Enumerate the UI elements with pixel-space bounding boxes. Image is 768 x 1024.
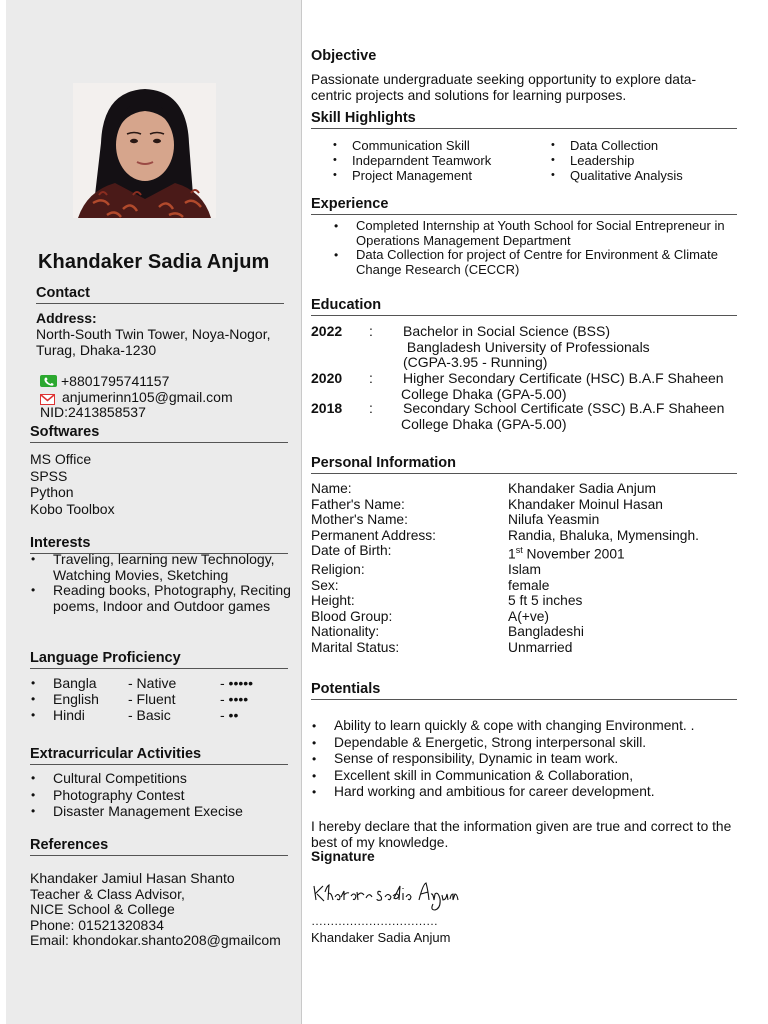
language-row (30, 675, 292, 691)
personal-info-row (311, 512, 699, 528)
personal-info-row (311, 609, 699, 625)
potential-item: • Ability to learn quickly & cope with changing Environment. . (311, 718, 738, 735)
skill-item: • Indeparndent Teamwork (333, 153, 551, 168)
interests-heading: Interests (30, 535, 288, 554)
phone-number[interactable]: +8801795741157 (61, 373, 170, 389)
objective-text: Passionate undergraduate seeking opportunity to explore data-centric projects and solutions for learning purposes. (311, 72, 697, 103)
info-value: female (508, 577, 550, 593)
info-key: Blood Group: (311, 608, 393, 624)
references-heading: References (30, 837, 288, 856)
education-detail (403, 401, 748, 432)
language-name: • English (53, 691, 99, 707)
skill-item: • Communication Skill (333, 138, 551, 153)
contact-heading: Contact (36, 285, 284, 304)
reference-email[interactable]: Email: khondokar.shanto208@gmailcom (30, 932, 281, 948)
objective-heading: Objective (311, 48, 377, 64)
info-value: Randia, Bhaluka, Mymensingh. (508, 527, 699, 543)
language-name: • Hindi (53, 707, 85, 723)
info-value: 5 ft 5 inches (508, 593, 583, 609)
education-colon: : (369, 323, 373, 339)
declaration-text: I hereby declare that the information given are true and correct to the best of my knowledge. (311, 819, 732, 850)
language-level: - Basic (128, 707, 171, 723)
potential-item: • Excellent skill in Communication & Collaboration, (311, 768, 738, 785)
experience-item: • Data Collection for project of Centre for Environment & Climate Change Research (CECCR) (333, 248, 738, 277)
extracurricular-item: • Disaster Management Execise (30, 803, 292, 820)
address-label: Address: (36, 310, 97, 326)
signature-printed-name: Khandaker Sadia Anjum (311, 930, 451, 945)
info-key: Marital Status: (311, 639, 400, 655)
info-key: Mother's Name: (311, 512, 408, 527)
signature-label: Signature (311, 849, 375, 864)
extracurricular-heading: Extracurricular Activities (30, 746, 288, 765)
potentials-list (311, 718, 738, 801)
language-list (30, 675, 292, 723)
potential-item: • Hard working and ambitious for career development. (311, 784, 738, 801)
reference-org: NICE School & College (30, 901, 175, 917)
email-icon (40, 392, 55, 403)
info-value: A(+ve) (508, 608, 550, 624)
education-institution: College Dhaka (GPA-5.00) (401, 385, 567, 402)
experience-list (333, 219, 738, 277)
address-line-1: North-South Twin Tower, Noya-Nogor, (36, 326, 271, 342)
softwares-heading: Softwares (30, 424, 288, 443)
info-key: Date of Birth: (311, 543, 392, 558)
language-heading: Language Proficiency (30, 650, 288, 669)
info-key: Permanent Address: (311, 527, 437, 543)
skills-grid (333, 138, 733, 183)
info-key: Name: (311, 481, 352, 496)
personal-info-row (311, 497, 699, 513)
reference-title: Teacher & Class Advisor, (30, 885, 185, 902)
interest-item: • Traveling, learning new Technology, Watching Movies, Sketching (30, 552, 292, 583)
language-name: • Bangla (53, 675, 97, 691)
personal-info-row (311, 624, 699, 640)
personal-info-row (311, 528, 699, 544)
skills-heading: Skill Highlights (311, 110, 737, 129)
signature-image (311, 880, 471, 916)
education-degree: Bachelor in Social Science (BSS) (403, 323, 610, 339)
personal-info-row (311, 593, 699, 609)
education-detail (403, 324, 748, 371)
info-key: Father's Name: (311, 496, 405, 512)
personal-info-row (311, 578, 699, 594)
language-dots: - •••• (220, 691, 249, 707)
interests-list (30, 552, 292, 614)
language-row (30, 691, 292, 707)
ordinal-suffix: st (515, 545, 523, 555)
language-dots: - •• (220, 707, 239, 723)
main-content (311, 0, 738, 1024)
signature-name (311, 930, 450, 946)
software-item: Python (30, 484, 74, 500)
education-institution: College Dhaka (GPA-5.00) (401, 415, 567, 432)
software-item: MS Office (30, 451, 92, 467)
extracurricular-list (30, 770, 292, 820)
education-year: 2020 (311, 370, 343, 386)
info-value: Bangladeshi (508, 624, 584, 640)
education-institution: Bangladesh University of Professionals (403, 338, 650, 355)
education-detail (403, 371, 748, 402)
potential-item: • Dependable & Energetic, Strong interpersonal skill. (311, 735, 738, 752)
info-value: Unmarried (508, 639, 573, 655)
reference-block (30, 871, 281, 949)
language-dots: - ••••• (220, 675, 254, 691)
education-result: (CGPA-3.95 - Running) (403, 354, 548, 370)
software-item: Kobo Toolbox (30, 500, 115, 517)
skill-item: • Project Management (333, 168, 551, 183)
education-degree: Secondary School Certificate (SSC) B.A.F Shaheen (403, 400, 725, 416)
skill-item: • Data Collection (551, 138, 733, 153)
language-level: - Native (128, 675, 177, 691)
education-year: 2018 (311, 400, 343, 416)
skill-item: • Leadership (551, 153, 733, 168)
phone-icon (40, 375, 57, 387)
candidate-name: Khandaker Sadia Anjum (38, 251, 270, 273)
info-value: Nilufa Yeasmin (508, 512, 600, 527)
education-colon: : (369, 370, 373, 386)
info-value: Islam (508, 562, 541, 578)
personal-info-row (311, 640, 699, 656)
info-key: Nationality: (311, 624, 380, 640)
address-line-2: Turag, Dhaka-1230 (36, 342, 157, 358)
extracurricular-item: • Cultural Competitions (30, 770, 292, 787)
signature-dotted-line: …………………………… (311, 914, 438, 928)
personal-info-row (311, 481, 699, 497)
info-value: 1st November 2001 (508, 545, 625, 562)
education-colon: : (369, 400, 373, 416)
experience-item: • Completed Internship at Youth School for Social Entrepreneur in Operations Management Department (333, 219, 738, 248)
info-key: Height: (311, 593, 355, 609)
reference-name: Khandaker Jamiul Hasan Shanto (30, 870, 235, 886)
phone-row (40, 373, 169, 390)
education-degree: Higher Secondary Certificate (HSC) B.A.F Shaheen (403, 370, 724, 386)
education-year: 2022 (311, 323, 343, 339)
potentials-heading: Potentials (311, 681, 737, 700)
personal-info-row (311, 562, 699, 578)
language-level: - Fluent (128, 691, 176, 707)
profile-photo (73, 83, 216, 218)
reference-phone: Phone: 01521320834 (30, 916, 164, 933)
software-list (30, 451, 115, 517)
experience-heading: Experience (311, 196, 737, 215)
skill-item: • Qualitative Analysis (551, 168, 733, 183)
software-item: SPSS (30, 467, 68, 484)
potential-item: • Sense of responsibility, Dynamic in team work. (311, 751, 738, 768)
email-address[interactable]: anjumerinn105@gmail.com (62, 389, 233, 405)
info-key: Religion: (311, 562, 365, 578)
info-key: Sex: (311, 577, 339, 593)
education-heading: Education (311, 297, 737, 316)
personal-info-row (311, 543, 699, 562)
nid-number: NID:2413858537 (40, 404, 146, 420)
language-row (30, 707, 292, 723)
extracurricular-item: • Photography Contest (30, 787, 292, 804)
info-value: Khandaker Sadia Anjum (508, 481, 657, 496)
personal-info-table (311, 481, 699, 655)
info-value: Khandaker Moinul Hasan (508, 496, 663, 512)
interest-item: • Reading books, Photography, Reciting poems, Indoor and Outdoor games (30, 583, 292, 614)
personal-info-heading: Personal Information (311, 455, 737, 474)
